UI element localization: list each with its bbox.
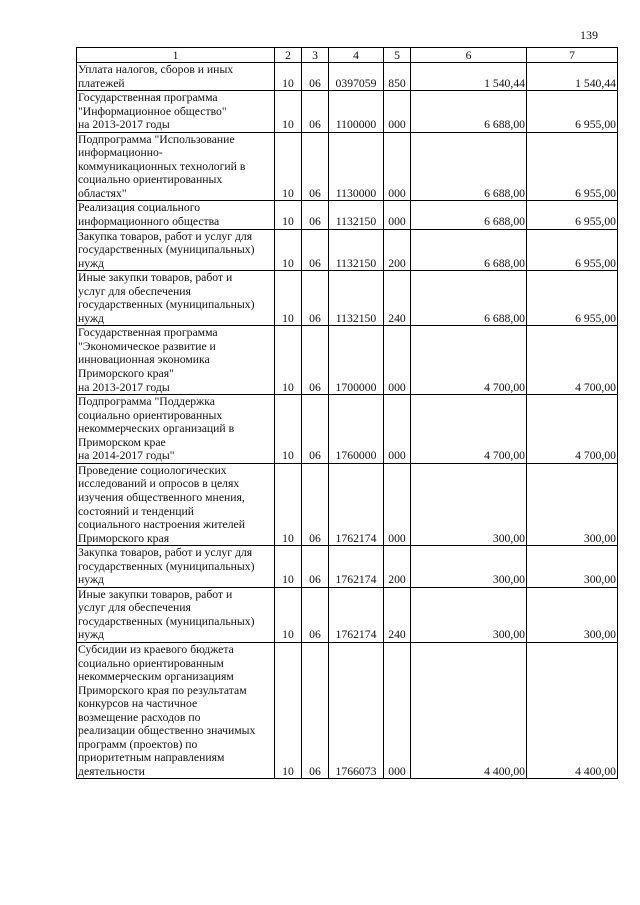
column-header: 1 (77, 48, 275, 63)
target-article-code: 1700000 (329, 326, 384, 395)
subsection-code: 06 (302, 271, 329, 326)
subsection-code: 06 (302, 201, 329, 229)
table-row (77, 229, 618, 271)
item-name: Иные закупки товаров, работ и услуг для обеспечения государственных (муниципальных) нужд (77, 271, 275, 326)
amount-year-1: 6 688,00 (411, 201, 527, 229)
section-code: 10 (275, 271, 302, 326)
subsection-code: 06 (302, 395, 329, 464)
item-name: Закупка товаров, работ и услуг для государственных (муниципальных) нужд (77, 546, 275, 588)
target-article-code: 1132150 (329, 229, 384, 271)
target-article-code: 1132150 (329, 271, 384, 326)
target-article-code: 1100000 (329, 91, 384, 133)
expense-type-code: 240 (384, 271, 411, 326)
amount-year-2: 6 955,00 (527, 201, 618, 229)
column-header: 6 (411, 48, 527, 63)
subsection-code: 06 (302, 463, 329, 545)
amount-year-2: 300,00 (527, 463, 618, 545)
target-article-code: 1130000 (329, 132, 384, 201)
item-name: Закупка товаров, работ и услуг для государственных (муниципальных) нужд (77, 229, 275, 271)
target-article-code: 0397059 (329, 63, 384, 91)
table-row (77, 201, 618, 229)
item-name: Подпрограмма "Поддержка социально ориентированных некоммерческих организаций в Приморском крае на 2014-2017 годы" (77, 395, 275, 464)
expense-type-code: 000 (384, 326, 411, 395)
amount-year-1: 6 688,00 (411, 229, 527, 271)
amount-year-2: 4 700,00 (527, 326, 618, 395)
amount-year-2: 6 955,00 (527, 271, 618, 326)
amount-year-1: 4 400,00 (411, 642, 527, 778)
expense-type-code: 000 (384, 642, 411, 778)
expense-type-code: 240 (384, 587, 411, 642)
section-code: 10 (275, 132, 302, 201)
amount-year-2: 6 955,00 (527, 229, 618, 271)
expense-type-code: 200 (384, 546, 411, 588)
column-header: 4 (329, 48, 384, 63)
item-name: Уплата налогов, сборов и иных платежей (77, 63, 275, 91)
subsection-code: 06 (302, 132, 329, 201)
subsection-code: 06 (302, 546, 329, 588)
amount-year-2: 1 540,44 (527, 63, 618, 91)
section-code: 10 (275, 587, 302, 642)
amount-year-1: 300,00 (411, 463, 527, 545)
amount-year-2: 4 400,00 (527, 642, 618, 778)
target-article-code: 1762174 (329, 463, 384, 545)
budget-table (76, 47, 618, 779)
column-number-row (77, 48, 618, 63)
expense-type-code: 000 (384, 395, 411, 464)
amount-year-2: 4 700,00 (527, 395, 618, 464)
subsection-code: 06 (302, 326, 329, 395)
subsection-code: 06 (302, 63, 329, 91)
expense-type-code: 200 (384, 229, 411, 271)
table-row (77, 463, 618, 545)
section-code: 10 (275, 642, 302, 778)
expense-type-code: 000 (384, 201, 411, 229)
amount-year-2: 300,00 (527, 587, 618, 642)
expense-type-code: 000 (384, 463, 411, 545)
column-header: 5 (384, 48, 411, 63)
table-row (77, 395, 618, 464)
target-article-code: 1762174 (329, 546, 384, 588)
item-name: Государственная программа "Информационное общество" на 2013-2017 годы (77, 91, 275, 133)
table-body (77, 63, 618, 779)
amount-year-1: 6 688,00 (411, 271, 527, 326)
item-name: Проведение социологических исследований и опросов в целях изучения общественного мнения, состояний и тенденций социального настроения жителей Приморского края (77, 463, 275, 545)
amount-year-2: 6 955,00 (527, 91, 618, 133)
section-code: 10 (275, 395, 302, 464)
subsection-code: 06 (302, 642, 329, 778)
target-article-code: 1762174 (329, 587, 384, 642)
item-name: Подпрограмма "Использование информационно- коммуникационных технологий в социально ориентированных областях" (77, 132, 275, 201)
column-header: 3 (302, 48, 329, 63)
expense-type-code: 000 (384, 132, 411, 201)
column-header: 2 (275, 48, 302, 63)
item-name: Реализация социального информационного общества (77, 201, 275, 229)
target-article-code: 1766073 (329, 642, 384, 778)
amount-year-2: 6 955,00 (527, 132, 618, 201)
amount-year-1: 300,00 (411, 587, 527, 642)
subsection-code: 06 (302, 229, 329, 271)
amount-year-2: 300,00 (527, 546, 618, 588)
section-code: 10 (275, 91, 302, 133)
table-row (77, 91, 618, 133)
section-code: 10 (275, 463, 302, 545)
section-code: 10 (275, 63, 302, 91)
amount-year-1: 300,00 (411, 546, 527, 588)
target-article-code: 1132150 (329, 201, 384, 229)
amount-year-1: 6 688,00 (411, 132, 527, 201)
page-number: 139 (580, 28, 598, 42)
table-row (77, 132, 618, 201)
column-header: 7 (527, 48, 618, 63)
expense-type-code: 000 (384, 91, 411, 133)
subsection-code: 06 (302, 587, 329, 642)
table-row (77, 63, 618, 91)
section-code: 10 (275, 546, 302, 588)
subsection-code: 06 (302, 91, 329, 133)
table-row (77, 546, 618, 588)
item-name: Субсидии из краевого бюджета социально ориентированным некоммерческим организациям Приморского края по результатам конкурсов на частичное возмещение расходов по реализации общественно значимых программ (проектов) по приоритетным направлениям деятельности (77, 642, 275, 778)
table-row (77, 587, 618, 642)
item-name: Государственная программа "Экономическое развитие и инновационная экономика Приморского края" на 2013-2017 годы (77, 326, 275, 395)
item-name: Иные закупки товаров, работ и услуг для обеспечения государственных (муниципальных) нужд (77, 587, 275, 642)
table-row (77, 326, 618, 395)
table-row (77, 271, 618, 326)
amount-year-1: 1 540,44 (411, 63, 527, 91)
section-code: 10 (275, 201, 302, 229)
amount-year-1: 4 700,00 (411, 326, 527, 395)
table-row (77, 642, 618, 778)
section-code: 10 (275, 326, 302, 395)
target-article-code: 1760000 (329, 395, 384, 464)
amount-year-1: 4 700,00 (411, 395, 527, 464)
expense-type-code: 850 (384, 63, 411, 91)
section-code: 10 (275, 229, 302, 271)
amount-year-1: 6 688,00 (411, 91, 527, 133)
